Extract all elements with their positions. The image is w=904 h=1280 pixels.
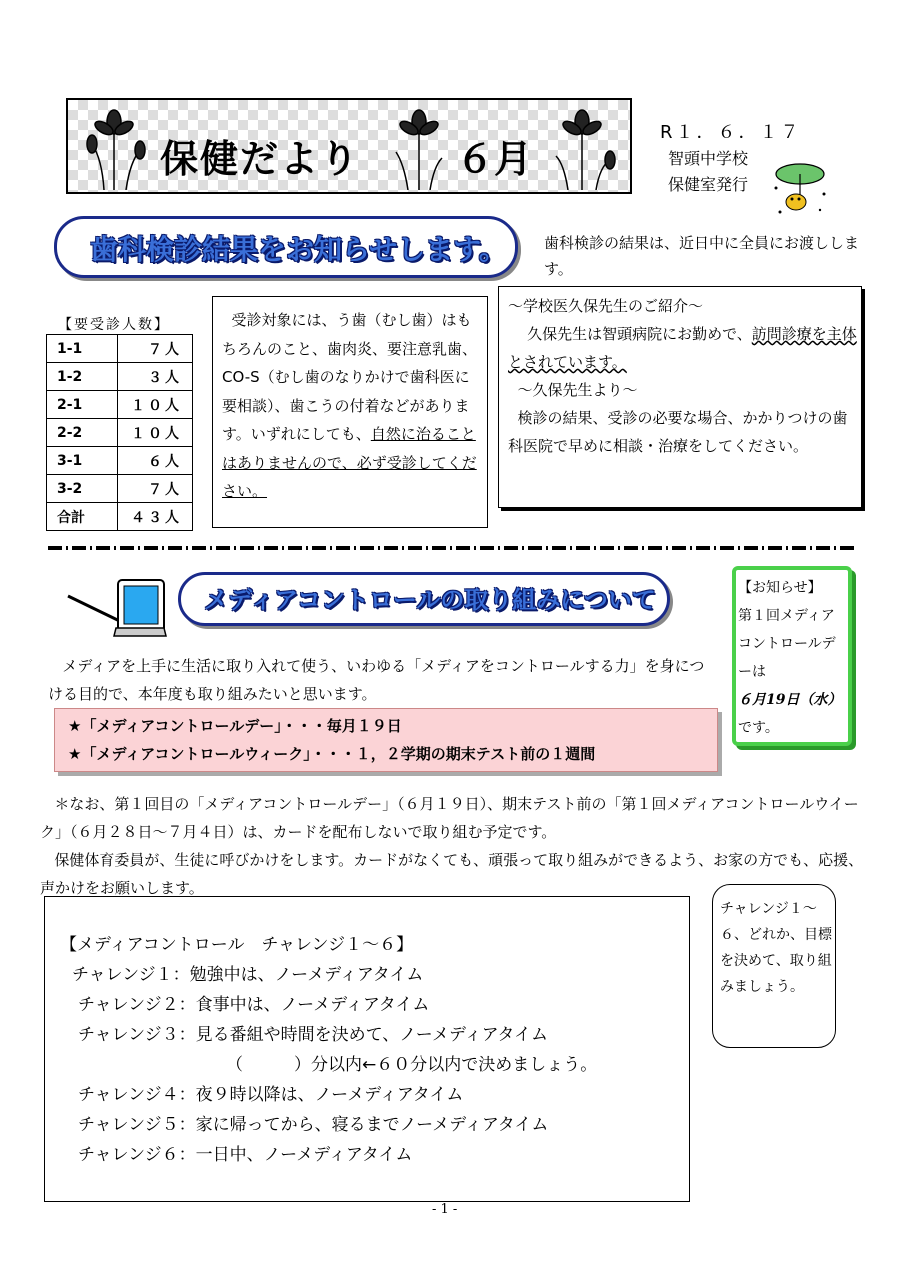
issue-date: R１．６．１７ [660, 122, 802, 143]
media-heading: メディアコントロールの取り組みについて [204, 586, 656, 614]
media-note-1: ＊なお、第１回目の「メディアコントロールデー」（６月１９日）、期末テスト前の「第１回メディアコントロールウイーク」（６月２８日～７月４日）は、カードを配布しないで取り組む予定です。 [40, 795, 859, 841]
exam-target-text [222, 306, 482, 506]
iris-illustration-left [74, 104, 154, 190]
media-note-2: 保健体育委員が、生徒に呼びかけをします。カードがなくても、頑張って取り組みができるよう、お家の方でも、応援、声かけをお願いします。 [40, 851, 864, 897]
notice-date: ６月19日（水） [738, 692, 842, 708]
doctor-intro-wavy: 訪問診療を主体とされています。 [508, 325, 857, 371]
frog-umbrella-icon [768, 158, 830, 220]
class-cell: 1-2 [47, 363, 118, 391]
notice-text [738, 574, 848, 742]
class-cell: 2-1 [47, 391, 118, 419]
count-cell: ６人 [118, 447, 193, 475]
class-cell: 2-2 [47, 419, 118, 447]
table-row [47, 419, 193, 447]
exam-target-part1: 受診対象には、う歯（むし歯）はもちろんのこと、歯肉炎、要注意乳歯、CO-S（むし歯のなりかけで歯科医に要相談）、歯こうの付着などがあります。いずれにしても、 [222, 311, 478, 443]
challenge-item: チャレンジ５：家に帰ってから、寝るまでノーメディアタイム [78, 1115, 549, 1135]
table-caption: 【要受診人数】 [58, 317, 170, 333]
media-schedule-text [68, 712, 718, 768]
page-number: - 1 - [432, 1202, 458, 1217]
media-intro-text: メディアを上手に生活に取り入れて使う、いわゆる「メディアをコントロールする力」を身につける目的で、本年度も取り組みたいと思います。 [48, 657, 705, 703]
iris-illustration-right [538, 104, 626, 190]
doctor-title: ～学校医久保先生のご紹介～ [508, 297, 704, 315]
publisher-office: 保健室発行 [668, 175, 749, 194]
challenge-title: 【メディアコントロール チャレンジ１～６】 [60, 935, 414, 955]
tablet-pen-icon [66, 574, 170, 640]
count-cell: ７人 [118, 475, 193, 503]
newsletter-month: ６月 [456, 137, 533, 181]
class-cell: 1-1 [47, 335, 118, 363]
school-name: 智頭中学校 [668, 149, 749, 168]
challenge-item: チャレンジ６：一日中、ノーメディアタイム [78, 1145, 413, 1165]
class-cell: 3-1 [47, 447, 118, 475]
challenge-item: チャレンジ３：見る番組や時間を決めて、ノーメディアタイム [78, 1025, 549, 1045]
newsletter-title: 保健だより [160, 137, 361, 181]
challenge-item: チャレンジ４：夜９時以降は、ノーメディアタイム [78, 1085, 464, 1105]
challenge-list [60, 930, 680, 1170]
notice-body: 第１回メディアコントロールデーは [738, 608, 836, 680]
total-label-cell: 合計 [47, 503, 118, 531]
section-divider [48, 546, 854, 550]
exam-target-underlined: 自然に治ることはありませんので、必ず受診してください。 [222, 425, 477, 500]
notice-end: です。 [738, 720, 779, 736]
doctor-intro: 久保先生は智頭病院にお勤めで、 [527, 325, 752, 343]
media-intro [48, 652, 708, 708]
count-cell: ３人 [118, 363, 193, 391]
table-row [47, 363, 193, 391]
challenge-item-note: （ ）分以内←６０分以内で決めましょう。 [226, 1055, 598, 1075]
total-count-cell: ４３人 [118, 503, 193, 531]
dental-result-notice: 歯科検診の結果は、近日中に全員にお渡しします。 [544, 234, 860, 278]
schedule-item-day: ★「メディアコントロールデー」・・・毎月１９日 [68, 717, 402, 735]
table-row-total [47, 503, 193, 531]
patients-table [46, 334, 193, 531]
iris-illustration-center [384, 104, 454, 190]
dental-heading: 歯科検診結果をお知らせします。 [90, 233, 507, 266]
class-cell: 3-2 [47, 475, 118, 503]
challenge-item: チャレンジ２：食事中は、ノーメディアタイム [78, 995, 430, 1015]
table-row [47, 475, 193, 503]
doctor-subtitle: ～久保先生より～ [517, 381, 638, 399]
count-cell: ７人 [118, 335, 193, 363]
schedule-item-week: ★「メディアコントロールウィーク」・・・１，２学期の期末テスト前の１週間 [68, 745, 596, 763]
challenge-item: チャレンジ１：勉強中は、ノーメディアタイム [72, 965, 424, 985]
table-row [47, 447, 193, 475]
school-doctor-text [508, 292, 858, 460]
notice-title: 【お知らせ】 [738, 580, 822, 596]
doctor-message: 検診の結果、受診の必要な場合、かかりつけの歯科医院で早めに相談・治療をしてください。 [508, 409, 848, 455]
challenge-bubble-text: チャレンジ１～６、どれか、目標を決めて、取り組みましょう。 [720, 901, 832, 995]
count-cell: １０人 [118, 419, 193, 447]
count-cell: １０人 [118, 391, 193, 419]
table-row [47, 391, 193, 419]
table-row [47, 335, 193, 363]
